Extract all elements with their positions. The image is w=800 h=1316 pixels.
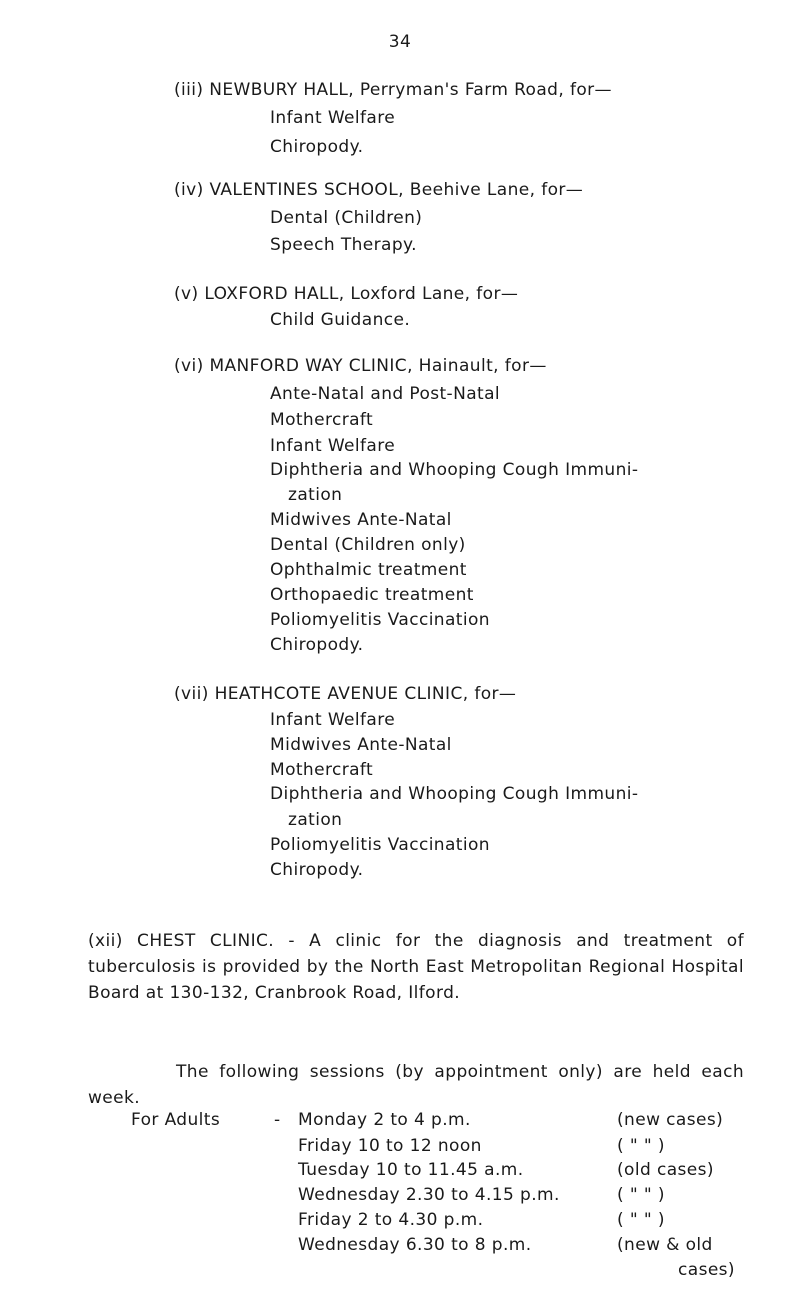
sessions-dash: -: [274, 1110, 281, 1130]
list-item-continuation: zation: [288, 485, 343, 505]
list-item: Chiropody.: [270, 137, 364, 157]
session-note: (new cases): [617, 1110, 724, 1130]
session-note: ( " " ): [617, 1210, 665, 1230]
sessions-intro: The following sessions (by appointment only) are held each week.: [88, 1062, 744, 1108]
list-item: Orthopaedic treatment: [270, 585, 474, 605]
list-item: Mothercraft: [270, 410, 374, 430]
section-heading: (iii) NEWBURY HALL, Perryman's Farm Road, for—: [174, 80, 612, 100]
session-note: (old cases): [617, 1160, 714, 1180]
list-item: Speech Therapy.: [270, 235, 417, 255]
list-item: Midwives Ante-Natal: [270, 735, 452, 755]
list-item: Midwives Ante-Natal: [270, 510, 452, 530]
session-time: Monday 2 to 4 p.m.: [298, 1110, 471, 1130]
list-item: Mothercraft: [270, 760, 374, 780]
list-item: Dental (Children only): [270, 535, 466, 555]
session-note: (new & old: [617, 1235, 713, 1255]
list-item: Chiropody.: [270, 860, 364, 880]
list-item: Ophthalmic treatment: [270, 560, 467, 580]
list-item: Chiropody.: [270, 635, 364, 655]
list-item: Poliomyelitis Vaccination: [270, 835, 490, 855]
section-heading: (vi) MANFORD WAY CLINIC, Hainault, for—: [174, 356, 547, 376]
session-note-continuation: cases): [678, 1260, 735, 1280]
section-heading: (v) LOXFORD HALL, Loxford Lane, for—: [174, 284, 519, 304]
list-item: Poliomyelitis Vaccination: [270, 610, 490, 630]
list-item: Infant Welfare: [270, 108, 396, 128]
session-time: Friday 2 to 4.30 p.m.: [298, 1210, 484, 1230]
sessions-label: For Adults: [131, 1110, 221, 1130]
list-item: Child Guidance.: [270, 310, 411, 330]
session-note: ( " " ): [617, 1185, 665, 1205]
list-item: Ante-Natal and Post-Natal: [270, 384, 501, 404]
section-heading: (vii) HEATHCOTE AVENUE CLINIC, for—: [174, 684, 517, 704]
list-item: Infant Welfare: [270, 710, 396, 730]
session-time: Friday 10 to 12 noon: [298, 1136, 482, 1156]
session-note: ( " " ): [617, 1136, 665, 1156]
list-item: Diphtheria and Whooping Cough Immuni-: [270, 784, 639, 804]
list-item: Diphtheria and Whooping Cough Immuni-: [270, 460, 639, 480]
list-item-continuation: zation: [288, 810, 343, 830]
session-time: Wednesday 6.30 to 8 p.m.: [298, 1235, 532, 1255]
list-item: Infant Welfare: [270, 436, 396, 456]
chest-clinic-paragraph: (xii) CHEST CLINIC. - A clinic for the diagnosis and treatment of tuberculosis is provided by the North East Metropolitan Regional Hospital Board at 130-132, Cranbrook Road, Ilford.: [88, 931, 744, 1003]
list-item: Dental (Children): [270, 208, 423, 228]
session-time: Tuesday 10 to 11.45 a.m.: [298, 1160, 524, 1180]
section-heading: (iv) VALENTINES SCHOOL, Beehive Lane, for—: [174, 180, 584, 200]
session-time: Wednesday 2.30 to 4.15 p.m.: [298, 1185, 560, 1205]
page-number: 34: [388, 32, 412, 52]
